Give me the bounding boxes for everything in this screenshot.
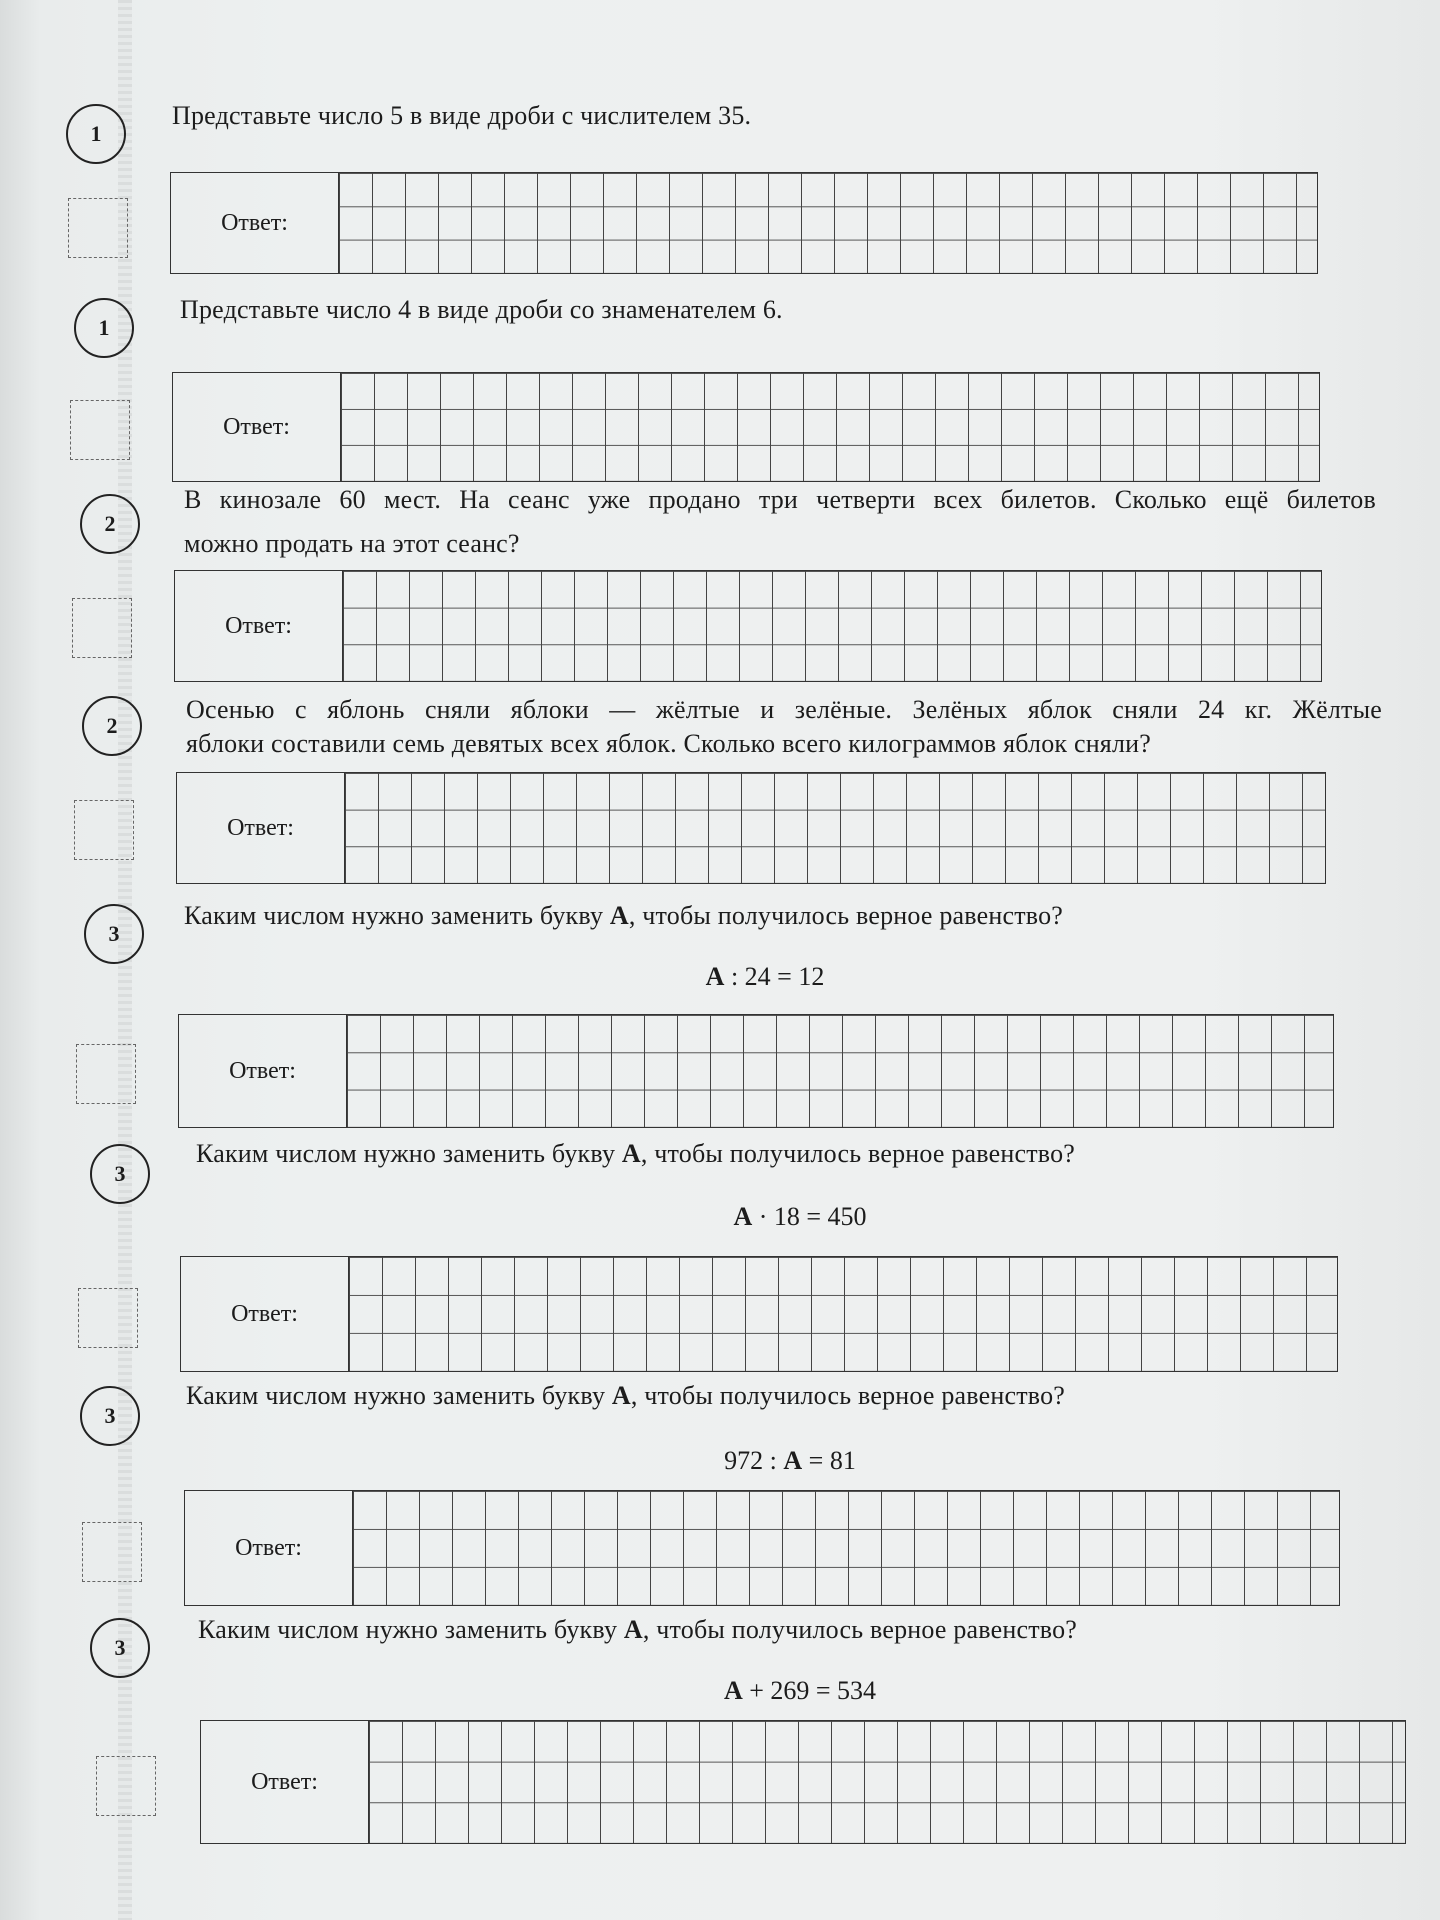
answer-label: Ответ: <box>171 173 339 273</box>
task-number: 3 <box>104 1403 116 1428</box>
answer-grid[interactable] <box>343 571 1321 681</box>
answer-label: Ответ: <box>181 1257 349 1371</box>
task-number-circle <box>84 904 144 964</box>
answer-box[interactable] <box>200 1720 1406 1844</box>
answer-label: Ответ: <box>179 1015 347 1127</box>
answer-box[interactable] <box>172 372 1320 482</box>
answer-label: Ответ: <box>177 773 345 883</box>
task-question <box>172 96 1302 136</box>
task-number-circle <box>90 1618 150 1678</box>
task-question <box>198 1610 1348 1650</box>
task-number-circle <box>82 696 142 756</box>
answer-box[interactable] <box>174 570 1322 682</box>
question-line: Каким числом нужно заменить букву А, чтобы получилось верное равенство? <box>186 1381 1066 1410</box>
task-question-continued <box>184 524 1376 564</box>
equation: А : 24 = 12 <box>705 962 825 991</box>
task-number: 1 <box>90 121 102 146</box>
question-line: яблоки составили семь девятых всех яблок. Сколько всего килограммов яблок сняли? <box>186 729 1151 758</box>
task-question <box>184 896 1334 936</box>
score-box <box>78 1288 138 1348</box>
task-question <box>186 1376 1336 1416</box>
answer-box[interactable] <box>180 1256 1338 1372</box>
question-line: Представьте число 5 в виде дроби с числителем 35. <box>172 101 752 130</box>
task-number: 3 <box>114 1635 126 1660</box>
answer-label: Ответ: <box>201 1721 369 1843</box>
task-number: 2 <box>106 713 118 738</box>
answer-grid[interactable] <box>339 173 1317 273</box>
task-question <box>184 480 1376 520</box>
answer-box[interactable] <box>178 1014 1334 1128</box>
task-number: 3 <box>108 921 120 946</box>
question-line: Представьте число 4 в виде дроби со знаменателем 6. <box>180 295 783 324</box>
answer-label: Ответ: <box>175 571 343 681</box>
score-box <box>76 1044 136 1104</box>
answer-grid[interactable] <box>347 1015 1333 1127</box>
equation: А · 18 = 450 <box>733 1202 867 1231</box>
answer-box[interactable] <box>170 172 1318 274</box>
task-question <box>180 290 1310 330</box>
task-question-continued <box>186 724 1382 764</box>
task-question <box>196 1134 1346 1174</box>
answer-grid[interactable] <box>353 1491 1339 1605</box>
score-box <box>68 198 128 258</box>
score-box <box>72 598 132 658</box>
answer-box[interactable] <box>184 1490 1340 1606</box>
answer-label: Ответ: <box>185 1491 353 1605</box>
equation: 972 : А = 81 <box>724 1446 856 1475</box>
equation: А + 269 = 534 <box>723 1676 877 1705</box>
task-number-circle <box>80 494 140 554</box>
answer-grid[interactable] <box>345 773 1325 883</box>
answer-grid[interactable] <box>369 1721 1405 1843</box>
question-line: В кинозале 60 мест. На сеанс уже продано три четверти всех билетов. Сколько ещё билетов <box>184 485 1376 514</box>
answer-grid[interactable] <box>341 373 1319 481</box>
task-number-circle <box>66 104 126 164</box>
score-box <box>96 1756 156 1816</box>
task-number-circle <box>80 1386 140 1446</box>
answer-label: Ответ: <box>173 373 341 481</box>
task-number-circle <box>74 298 134 358</box>
score-box <box>70 400 130 460</box>
task-number: 2 <box>104 511 116 536</box>
task-number: 1 <box>98 315 110 340</box>
question-line: Каким числом нужно заменить букву А, чтобы получилось верное равенство? <box>184 901 1064 930</box>
task-number-circle <box>90 1144 150 1204</box>
score-box <box>74 800 134 860</box>
score-box <box>82 1522 142 1582</box>
task-number: 3 <box>114 1161 126 1186</box>
answer-grid[interactable] <box>349 1257 1337 1371</box>
question-line: Каким числом нужно заменить букву А, чтобы получилось верное равенство? <box>196 1139 1076 1168</box>
question-line: можно продать на этот сеанс? <box>184 529 520 558</box>
answer-box[interactable] <box>176 772 1326 884</box>
question-line: Каким числом нужно заменить букву А, чтобы получилось верное равенство? <box>198 1615 1078 1644</box>
question-line: Осенью с яблонь сняли яблоки — жёлтые и зелёные. Зелёных яблок сняли 24 кг. Жёлтые <box>186 695 1382 724</box>
